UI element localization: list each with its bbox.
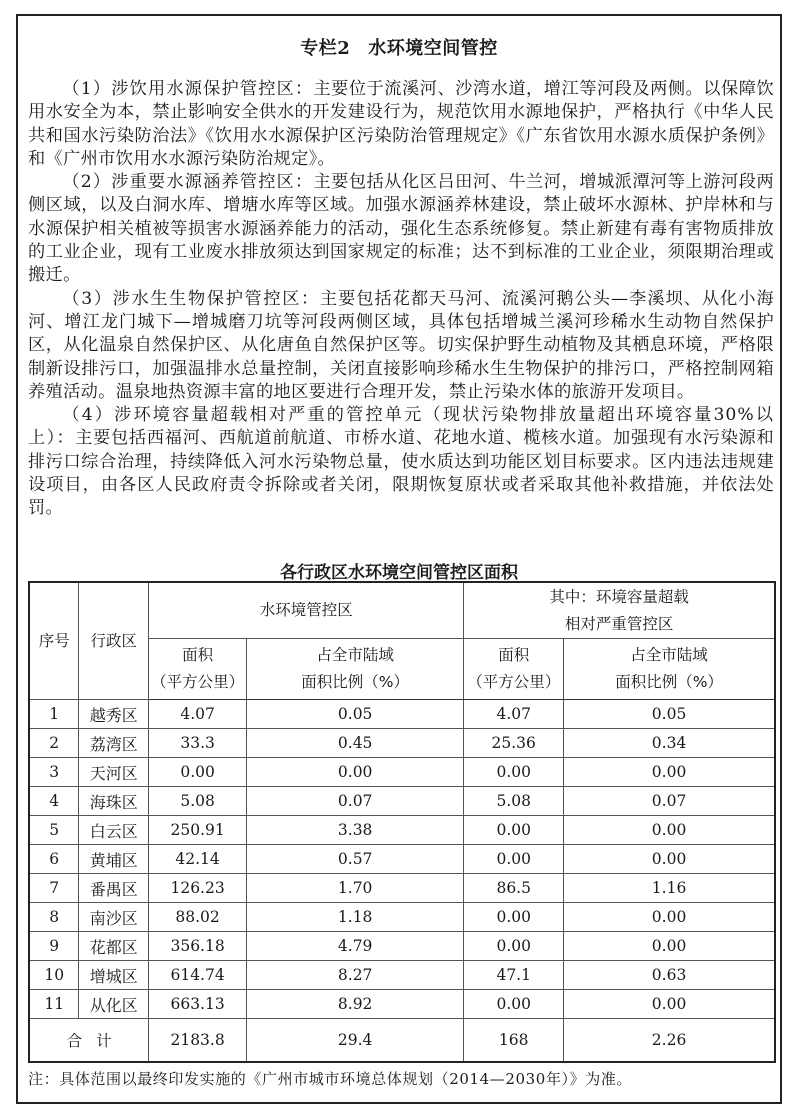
table-row-total xyxy=(29,1019,775,1063)
panel-title xyxy=(18,34,780,60)
cell-index: 8 xyxy=(29,903,79,932)
panel-paragraphs xyxy=(28,78,774,521)
paragraph-drinking-water xyxy=(28,78,774,171)
cell-ratio: 3.38 xyxy=(247,816,464,845)
cell-over-ratio: 0.07 xyxy=(564,787,775,816)
cell-index: 4 xyxy=(29,787,79,816)
paragraph-capacity-overload xyxy=(28,404,774,520)
paragraph-body: 主要包括从化区吕田河、牛兰河，增城派潭河等上游河段两侧区域，以及白洞水库、增塘水库等区域。加强水源涵养林建设，禁止破坏水源林、护岸林和与水源保护相关植被等损害水源涵养能力的活动，强化生态系统修复。禁止新建有毒有害物质排放的工业企业，现有工业废水排放须达到国家规定的标准；达不到标准的工业企业，须限期治理或搬迁。 xyxy=(28,172,774,286)
table-title: 各行政区水环境空间管控区面积 xyxy=(280,563,518,583)
cell-ratio: 1.70 xyxy=(247,874,464,903)
cell-ratio: 0.07 xyxy=(247,787,464,816)
district-area-table xyxy=(28,581,776,1063)
header-index: 序号 xyxy=(29,582,79,700)
cell-district: 荔湾区 xyxy=(79,729,149,758)
cell-district: 番禺区 xyxy=(79,874,149,903)
cell-over-area: 0.00 xyxy=(464,990,564,1019)
table-row xyxy=(29,961,775,990)
header-over-ratio-line1: 占全市陆域 xyxy=(630,646,708,664)
cell-district: 增城区 xyxy=(79,961,149,990)
cell-index: 9 xyxy=(29,932,79,961)
cell-over-area: 0.00 xyxy=(464,932,564,961)
cell-area: 126.23 xyxy=(149,874,247,903)
paragraph-lead: （3）涉水生生物保护管控区： xyxy=(62,288,320,309)
cell-over-area: 5.08 xyxy=(464,787,564,816)
header-ratio-line1: 占全市陆域 xyxy=(316,646,394,664)
cell-district: 白云区 xyxy=(79,816,149,845)
total-over-ratio: 2.26 xyxy=(564,1019,775,1063)
cell-district: 花都区 xyxy=(79,932,149,961)
cell-ratio: 0.45 xyxy=(247,729,464,758)
table-row xyxy=(29,700,775,729)
total-over-area: 168 xyxy=(464,1019,564,1063)
cell-area: 0.00 xyxy=(149,758,247,787)
cell-over-area: 0.00 xyxy=(464,758,564,787)
paragraph-lead: （1）涉饮用水源保护管控区： xyxy=(62,79,314,99)
cell-over-ratio: 0.00 xyxy=(564,816,775,845)
total-area: 2183.8 xyxy=(149,1019,247,1063)
header-group-overload-line1: 其中：环境容量超载 xyxy=(549,587,689,606)
paragraph-body: 主要包括花都天马河、流溪河鹅公头—李溪坝、从化小海河、增江龙门城下—增城磨刀坑等河段两侧区域，具体包括增城兰溪河珍稀水生动物自然保护区，从化温泉自然保护区、从化唐鱼自然保护区等。切实保护野生动植物及其栖息环境，严格限制新设排污口，加强温排水总量控制，关闭直接影响珍稀水生生物保护的排污口，严格控制网箱养殖活动。温泉地热资源丰富的地区要进行合理开发，禁止污染水体的旅游开发项目。 xyxy=(28,288,774,402)
cell-index: 3 xyxy=(29,758,79,787)
cell-over-ratio: 0.05 xyxy=(564,700,775,729)
cell-over-area: 0.00 xyxy=(464,903,564,932)
cell-over-ratio: 0.34 xyxy=(564,729,775,758)
cell-area: 356.18 xyxy=(149,932,247,961)
paragraph-body: 主要包括西福河、西航道前航道、市桥水道、花地水道、榄核水道。加强现有水污染源和排污口综合治理，持续降低入河水污染物总量，使水质达到功能区划目标要求。区内违法违规建设项目，由各区人民政府责令拆除或者关闭，限期恢复原状或者采取其他补救措施，并依法处罚。 xyxy=(28,428,774,519)
table-row xyxy=(29,903,775,932)
cell-area: 663.13 xyxy=(149,990,247,1019)
table-row xyxy=(29,787,775,816)
cell-over-ratio: 0.00 xyxy=(564,903,775,932)
table-row xyxy=(29,816,775,845)
paragraph-aquatic-life xyxy=(28,288,774,404)
cell-district: 海珠区 xyxy=(79,787,149,816)
header-over-area xyxy=(464,639,564,700)
cell-over-ratio: 0.00 xyxy=(564,758,775,787)
cell-index: 10 xyxy=(29,961,79,990)
cell-index: 5 xyxy=(29,816,79,845)
table-note: 注：具体范围以最终印发实施的《广州市城市环境总体规划（2014—2030年）》为准。 xyxy=(28,1070,633,1088)
table-row xyxy=(29,729,775,758)
cell-index: 7 xyxy=(29,874,79,903)
cell-ratio: 8.92 xyxy=(247,990,464,1019)
header-group-overload-zone xyxy=(464,582,775,639)
cell-ratio: 8.27 xyxy=(247,961,464,990)
header-area-line2: （平方公里） xyxy=(151,673,245,691)
header-over-area-line2: （平方公里） xyxy=(467,673,561,691)
cell-ratio: 1.18 xyxy=(247,903,464,932)
cell-area: 614.74 xyxy=(149,961,247,990)
cell-area: 4.07 xyxy=(149,700,247,729)
cell-over-ratio: 0.00 xyxy=(564,932,775,961)
cell-index: 6 xyxy=(29,845,79,874)
header-area-line1: 面积 xyxy=(182,646,214,664)
cell-over-area: 86.5 xyxy=(464,874,564,903)
cell-district: 南沙区 xyxy=(79,903,149,932)
cell-index: 1 xyxy=(29,700,79,729)
paragraph-lead: （2）涉重要水源涵养管控区： xyxy=(62,172,314,193)
cell-over-ratio: 0.63 xyxy=(564,961,775,990)
cell-area: 42.14 xyxy=(149,845,247,874)
header-group-overload-line2: 相对严重管控区 xyxy=(564,614,674,633)
panel-title-number: 专栏2 xyxy=(300,38,351,59)
cell-over-ratio: 0.00 xyxy=(564,845,775,874)
table-row xyxy=(29,874,775,903)
cell-index: 11 xyxy=(29,990,79,1019)
header-over-ratio xyxy=(564,639,775,700)
cell-over-area: 47.1 xyxy=(464,961,564,990)
panel-title-text: 水环境空间管控 xyxy=(368,38,498,59)
paragraph-lead: （4）涉环境容量超载相对严重的管控单元（现状污染物排放量超出环境容量30%以上）： xyxy=(28,405,774,449)
table-row xyxy=(29,990,775,1019)
cell-over-area: 25.36 xyxy=(464,729,564,758)
cell-area: 33.3 xyxy=(149,729,247,758)
table-row xyxy=(29,845,775,874)
cell-district: 天河区 xyxy=(79,758,149,787)
cell-district: 越秀区 xyxy=(79,700,149,729)
cell-over-ratio: 0.00 xyxy=(564,990,775,1019)
paragraph-water-conservation xyxy=(28,171,774,287)
cell-ratio: 0.05 xyxy=(247,700,464,729)
table-body xyxy=(29,700,775,1019)
cell-area: 250.91 xyxy=(149,816,247,845)
header-district: 行政区 xyxy=(79,582,149,700)
cell-area: 88.02 xyxy=(149,903,247,932)
paragraph-body: 主要位于流溪河、沙湾水道，增江等河段及两侧。以保障饮用水安全为本，禁止影响安全供水的开发建设行为，规范饮用水源地保护，严格执行《中华人民共和国水污染防治法》《饮用水水源保护区污染防治管理规定》《广东省饮用水源水质保护条例》和《广州市饮用水水源污染防治规定》。 xyxy=(28,79,774,169)
header-area xyxy=(149,639,247,700)
table-row xyxy=(29,758,775,787)
total-ratio: 29.4 xyxy=(247,1019,464,1063)
cell-area: 5.08 xyxy=(149,787,247,816)
cell-district: 从化区 xyxy=(79,990,149,1019)
cell-ratio: 4.79 xyxy=(247,932,464,961)
cell-district: 黄埔区 xyxy=(79,845,149,874)
header-over-ratio-line2: 面积比例（%） xyxy=(615,673,723,691)
header-over-area-line1: 面积 xyxy=(498,646,530,664)
cell-over-area: 4.07 xyxy=(464,700,564,729)
cell-over-ratio: 1.16 xyxy=(564,874,775,903)
header-group-control-zone: 水环境管控区 xyxy=(149,582,464,639)
cell-over-area: 0.00 xyxy=(464,816,564,845)
cell-ratio: 0.57 xyxy=(247,845,464,874)
cell-over-area: 0.00 xyxy=(464,845,564,874)
cell-index: 2 xyxy=(29,729,79,758)
table-row xyxy=(29,932,775,961)
column-panel xyxy=(16,14,782,1104)
header-ratio xyxy=(247,639,464,700)
cell-ratio: 0.00 xyxy=(247,758,464,787)
total-label: 合计 xyxy=(29,1019,149,1063)
header-ratio-line2: 面积比例（%） xyxy=(301,673,410,691)
